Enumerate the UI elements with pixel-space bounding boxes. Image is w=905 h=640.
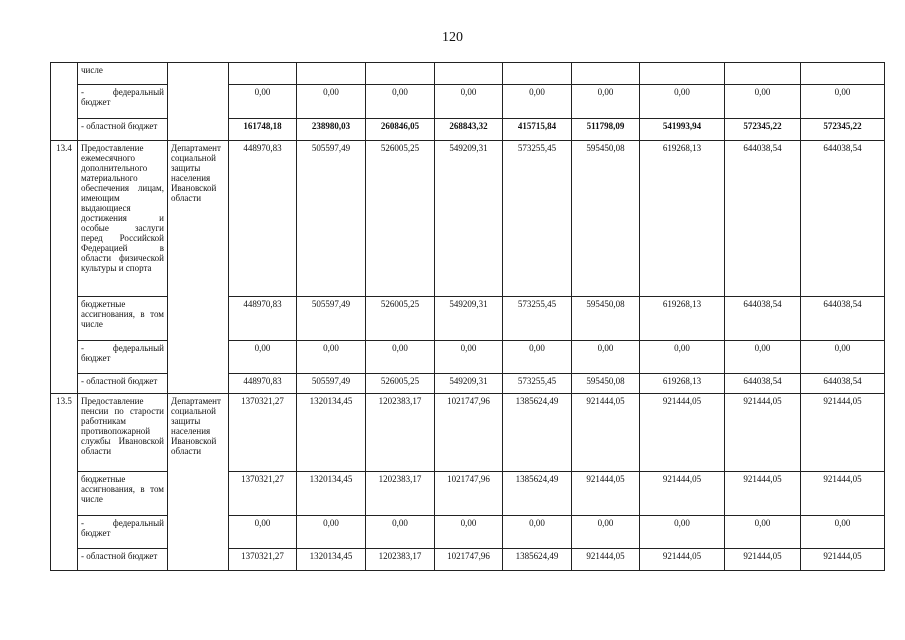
value-cell: 448970,83 — [229, 297, 297, 341]
value-cell — [725, 63, 801, 85]
value-cell: 644038,54 — [725, 141, 801, 297]
value-cell: 921444,05 — [640, 472, 725, 516]
value-cell: 0,00 — [229, 341, 297, 374]
value-cell: 161748,18 — [229, 119, 297, 141]
value-cell: 260846,05 — [366, 119, 435, 141]
value-cell: 0,00 — [366, 516, 435, 549]
value-cell: 921444,05 — [572, 394, 640, 472]
value-cell: 573255,45 — [503, 297, 572, 341]
value-cell: 595450,08 — [572, 141, 640, 297]
value-cell — [801, 63, 885, 85]
value-cell: 1021747,96 — [435, 394, 503, 472]
value-cell: 1370321,27 — [229, 549, 297, 571]
value-cell: 0,00 — [435, 516, 503, 549]
budget-table — [50, 62, 885, 571]
value-cell: 1320134,45 — [297, 394, 366, 472]
value-cell: 0,00 — [366, 341, 435, 374]
value-cell: 1370321,27 — [229, 394, 297, 472]
value-cell: 0,00 — [572, 516, 640, 549]
value-cell: 0,00 — [801, 85, 885, 119]
value-cell: 573255,45 — [503, 141, 572, 297]
value-cell: 0,00 — [640, 341, 725, 374]
value-cell: 511798,09 — [572, 119, 640, 141]
page-number: 120 — [442, 30, 463, 45]
value-cell: 1202383,17 — [366, 472, 435, 516]
value-cell: 573255,45 — [503, 374, 572, 394]
value-cell — [366, 63, 435, 85]
value-cell: 1021747,96 — [435, 472, 503, 516]
value-cell — [640, 63, 725, 85]
value-cell: 448970,83 — [229, 141, 297, 297]
value-cell: 1385624,49 — [503, 472, 572, 516]
value-cell: 505597,49 — [297, 374, 366, 394]
value-cell: 0,00 — [297, 85, 366, 119]
value-cell: 0,00 — [503, 516, 572, 549]
value-cell: 0,00 — [229, 85, 297, 119]
value-cell: 0,00 — [640, 85, 725, 119]
value-cell: 644038,54 — [725, 297, 801, 341]
value-cell: 526005,25 — [366, 297, 435, 341]
row-label: Предоставление ежемесячного дополнительного материального обеспечения лицам, имеющим выдающиеся достижения и особые заслуги перед Российской Федерацией в области физической культуры и спорта — [78, 141, 168, 297]
value-cell: 549209,31 — [435, 297, 503, 341]
row-label: - федеральный бюджет — [78, 516, 168, 549]
value-cell: 0,00 — [503, 85, 572, 119]
value-cell: 921444,05 — [725, 549, 801, 571]
executor: Департамент социальной защиты населения Ивановской области — [168, 141, 229, 394]
value-cell: 505597,49 — [297, 297, 366, 341]
value-cell: 572345,22 — [801, 119, 885, 141]
value-cell: 0,00 — [725, 341, 801, 374]
executor-cell — [168, 63, 229, 141]
value-cell: 1202383,17 — [366, 549, 435, 571]
value-cell: 644038,54 — [801, 374, 885, 394]
value-cell: 644038,54 — [801, 141, 885, 297]
value-cell: 0,00 — [366, 85, 435, 119]
value-cell: 526005,25 — [366, 141, 435, 297]
value-cell: 921444,05 — [640, 394, 725, 472]
value-cell: 619268,13 — [640, 374, 725, 394]
value-cell: 921444,05 — [725, 472, 801, 516]
value-cell: 572345,22 — [725, 119, 801, 141]
row-label: - областной бюджет — [78, 119, 168, 141]
row-label: - областной бюджет — [78, 374, 168, 394]
row-label: - федеральный бюджет — [78, 85, 168, 119]
value-cell: 1385624,49 — [503, 549, 572, 571]
row-label: - федеральный бюджет — [78, 341, 168, 374]
value-cell: 921444,05 — [801, 472, 885, 516]
value-cell: 595450,08 — [572, 374, 640, 394]
value-cell — [297, 63, 366, 85]
value-cell — [503, 63, 572, 85]
value-cell: 0,00 — [503, 341, 572, 374]
value-cell: 505597,49 — [297, 141, 366, 297]
value-cell: 0,00 — [297, 341, 366, 374]
value-cell: 0,00 — [640, 516, 725, 549]
value-cell: 0,00 — [229, 516, 297, 549]
executor: Департамент социальной защиты населения Ивановской области — [168, 394, 229, 571]
value-cell: 0,00 — [725, 516, 801, 549]
row-label: бюджетные ассигнования, в том числе — [78, 297, 168, 341]
value-cell: 0,00 — [572, 85, 640, 119]
value-cell — [229, 63, 297, 85]
value-cell: 921444,05 — [572, 549, 640, 571]
value-cell: 921444,05 — [725, 394, 801, 472]
value-cell: 549209,31 — [435, 141, 503, 297]
row-number: 13.5 — [51, 394, 78, 571]
value-cell: 644038,54 — [801, 297, 885, 341]
value-cell: 1320134,45 — [297, 472, 366, 516]
value-cell: 1202383,17 — [366, 394, 435, 472]
row-label: Предоставление пенсии по старости работникам противопожарной службы Ивановской области — [78, 394, 168, 472]
value-cell: 0,00 — [297, 516, 366, 549]
value-cell: 0,00 — [801, 516, 885, 549]
value-cell: 1320134,45 — [297, 549, 366, 571]
value-cell: 1021747,96 — [435, 549, 503, 571]
value-cell: 1385624,49 — [503, 394, 572, 472]
value-cell: 526005,25 — [366, 374, 435, 394]
value-cell: 0,00 — [801, 341, 885, 374]
row-number-cell — [51, 63, 78, 141]
value-cell: 448970,83 — [229, 374, 297, 394]
value-cell: 268843,32 — [435, 119, 503, 141]
value-cell: 1370321,27 — [229, 472, 297, 516]
table-row — [51, 63, 885, 85]
value-cell: 238980,03 — [297, 119, 366, 141]
row-label: числе — [78, 63, 168, 85]
value-cell: 0,00 — [435, 341, 503, 374]
value-cell — [572, 63, 640, 85]
value-cell: 619268,13 — [640, 297, 725, 341]
value-cell: 921444,05 — [572, 472, 640, 516]
table-row — [51, 141, 885, 297]
value-cell — [435, 63, 503, 85]
row-label: бюджетные ассигнования, в том числе — [78, 472, 168, 516]
row-label: - областной бюджет — [78, 549, 168, 571]
value-cell: 595450,08 — [572, 297, 640, 341]
value-cell: 549209,31 — [435, 374, 503, 394]
table-row — [51, 394, 885, 472]
value-cell: 0,00 — [435, 85, 503, 119]
value-cell: 921444,05 — [801, 394, 885, 472]
value-cell: 619268,13 — [640, 141, 725, 297]
row-number: 13.4 — [51, 141, 78, 394]
value-cell: 0,00 — [725, 85, 801, 119]
value-cell: 0,00 — [572, 341, 640, 374]
value-cell: 644038,54 — [725, 374, 801, 394]
value-cell: 921444,05 — [801, 549, 885, 571]
value-cell: 921444,05 — [640, 549, 725, 571]
value-cell: 415715,84 — [503, 119, 572, 141]
value-cell: 541993,94 — [640, 119, 725, 141]
